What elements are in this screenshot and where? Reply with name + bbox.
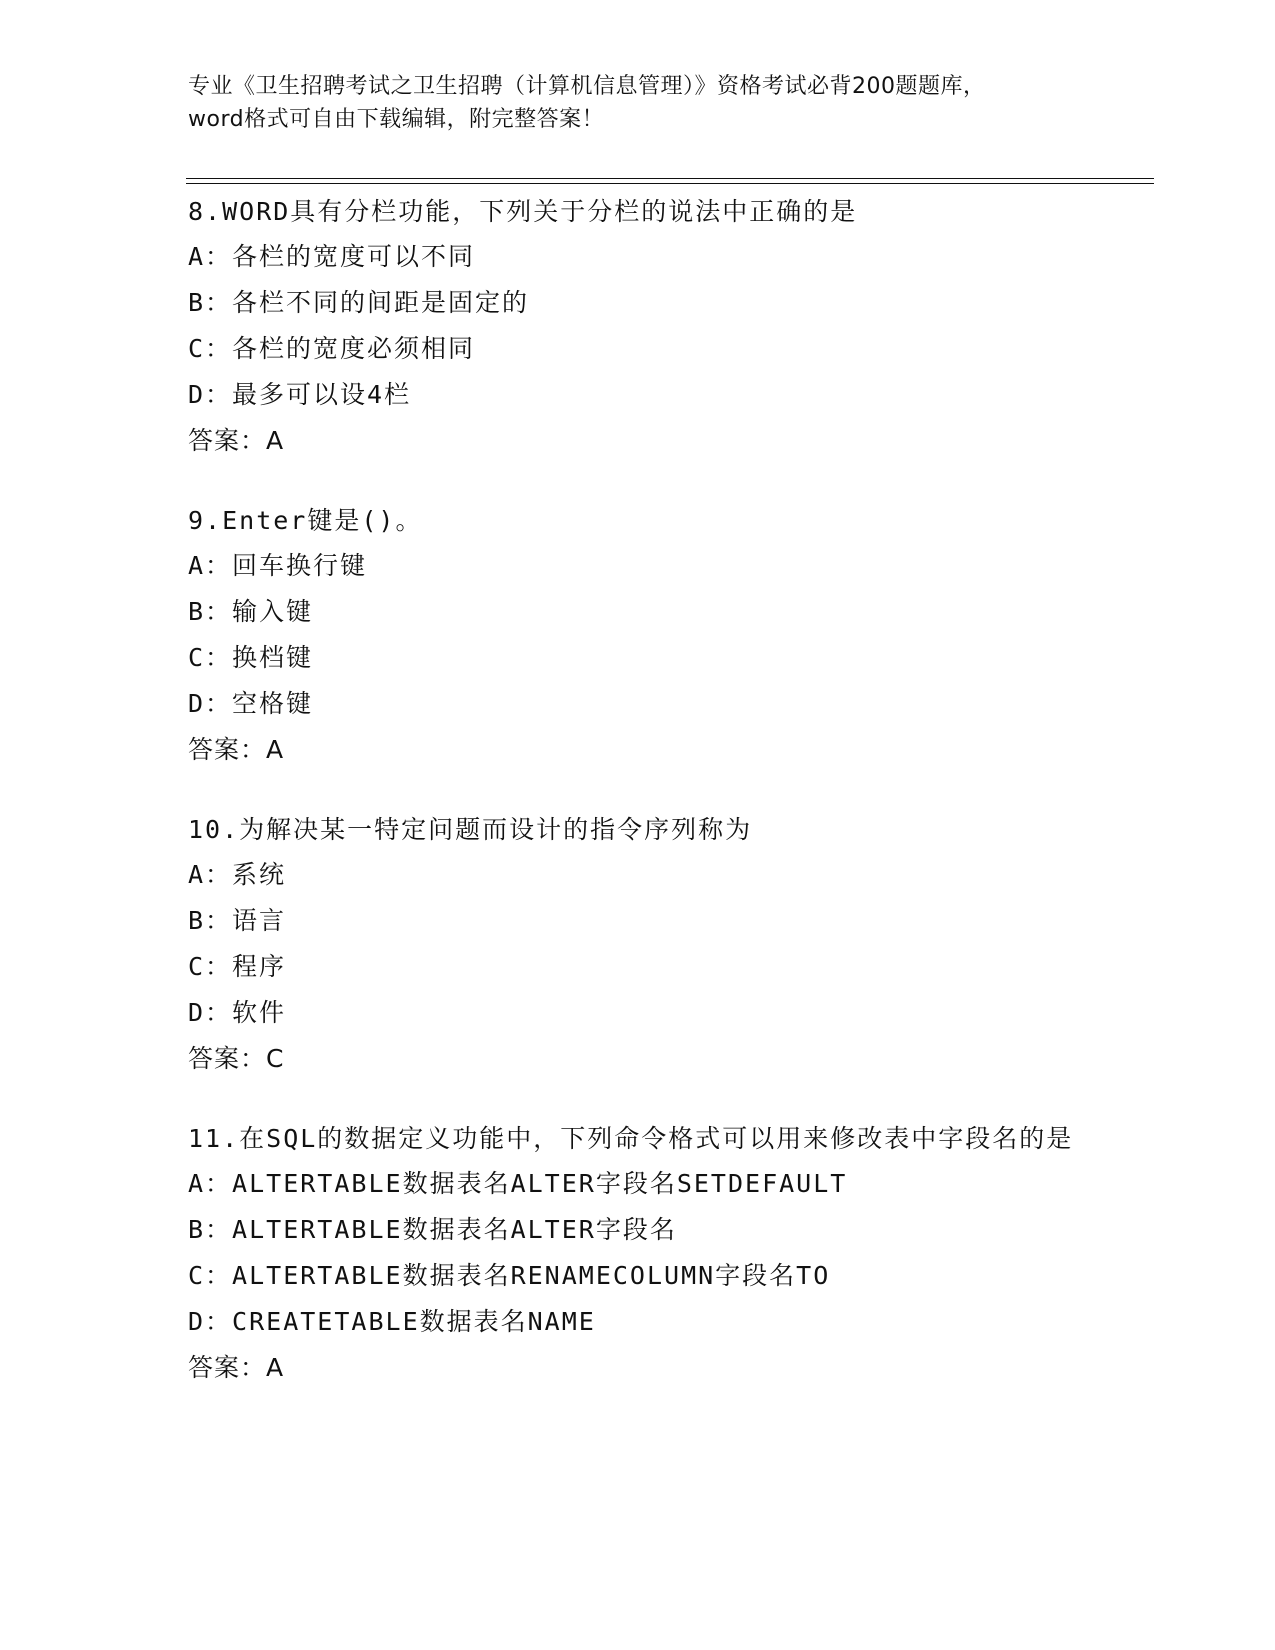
question-11	[188, 1117, 1088, 1391]
option-d: D：软件	[188, 998, 287, 1027]
option-d: D：CREATETABLE数据表名NAME	[188, 1307, 596, 1336]
question-10	[188, 808, 1088, 1082]
option-b: B：ALTERTABLE数据表名ALTER字段名	[188, 1215, 677, 1244]
header-line-2: word格式可自由下载编辑，附完整答案！	[188, 107, 605, 132]
question-list	[188, 190, 1088, 1426]
option-b: B：语言	[188, 906, 287, 935]
question-8	[188, 190, 1088, 464]
header-divider-bottom	[186, 183, 1154, 184]
answer: 答案：A	[188, 735, 285, 764]
option-a: A：回车换行键	[188, 551, 368, 580]
question-stem: 9.Enter键是()。	[188, 506, 423, 535]
question-stem: 8.WORD具有分栏功能，下列关于分栏的说法中正确的是	[188, 197, 858, 226]
answer: 答案：A	[188, 426, 285, 455]
option-b: B：输入键	[188, 597, 314, 626]
option-c: C：换档键	[188, 643, 314, 672]
option-b: B：各栏不同的间距是固定的	[188, 288, 530, 317]
option-a: A：各栏的宽度可以不同	[188, 242, 476, 271]
question-stem: 10.为解决某一特定问题而设计的指令序列称为	[188, 815, 753, 844]
option-c: C：各栏的宽度必须相同	[188, 334, 476, 363]
document-header	[188, 70, 1088, 136]
option-a: A：ALTERTABLE数据表名ALTER字段名SETDEFAULT	[188, 1169, 848, 1198]
header-divider-top	[186, 178, 1154, 179]
option-d: D：最多可以设4栏	[188, 380, 412, 409]
option-a: A：系统	[188, 860, 287, 889]
question-stem: 11.在SQL的数据定义功能中，下列命令格式可以用来修改表中字段名的是	[188, 1124, 1074, 1153]
option-c: C：ALTERTABLE数据表名RENAMECOLUMN字段名TO	[188, 1261, 831, 1290]
option-d: D：空格键	[188, 689, 314, 718]
answer: 答案：A	[188, 1353, 285, 1382]
option-c: C：程序	[188, 952, 287, 981]
header-line-1: 专业《卫生招聘考试之卫生招聘（计算机信息管理）》资格考试必背200题题库，	[188, 74, 986, 99]
answer: 答案：C	[188, 1044, 285, 1073]
question-9	[188, 499, 1088, 773]
